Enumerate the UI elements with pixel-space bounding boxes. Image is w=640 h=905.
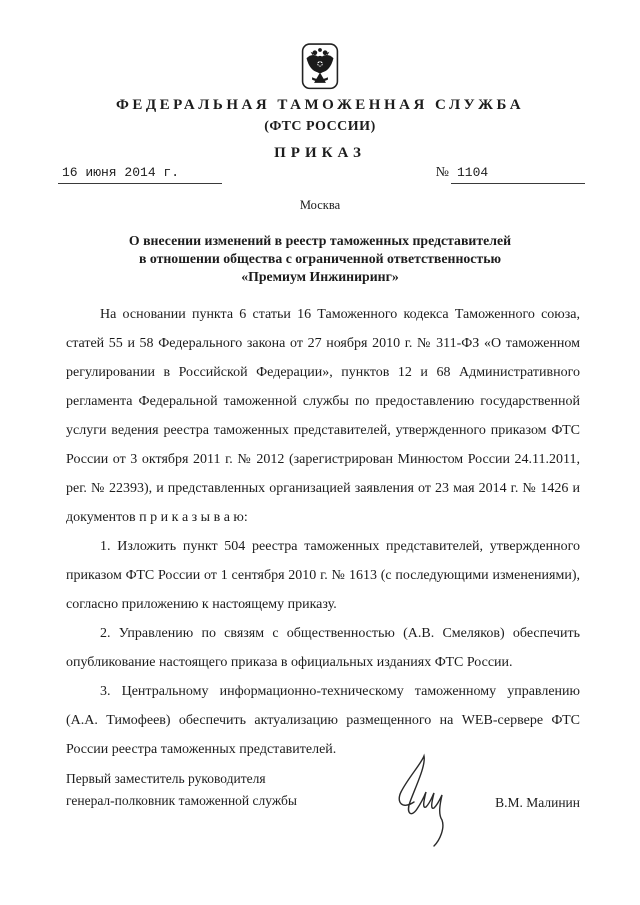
emblem-container <box>0 42 640 92</box>
order-item-2: 2. Управлению по связям с общественностью (А.В. Смеляков) обеспечить опубликование настоящего приказа в официальных изданиях ФТС России. <box>66 626 580 670</box>
document-title <box>60 232 580 286</box>
agency-name: ФЕДЕРАЛЬНАЯ ТАМОЖЕННАЯ СЛУЖБА <box>115 97 525 113</box>
title-line-2: в отношении общества с ограниченной ответственностью <box>138 251 502 266</box>
russia-coat-of-arms-icon <box>301 42 339 92</box>
number-sign: № <box>435 165 449 180</box>
signer-name: В.М. Малинин <box>495 795 580 810</box>
document-date: 16 июня 2014 г. <box>58 165 222 184</box>
title-line-1: О внесении изменений в реестр таможенных представителей <box>128 233 512 248</box>
document-number: 1104 <box>451 165 585 184</box>
date-number-row <box>58 165 585 187</box>
signer-position-line-2: генерал-полковник таможенной службы <box>66 793 297 808</box>
document-type-heading: ПРИКАЗ <box>274 145 366 161</box>
document-number-field <box>436 165 585 184</box>
agency-abbreviation: (ФТС РОССИИ) <box>264 119 376 134</box>
preamble-paragraph: На основании пункта 6 статьи 16 Таможенного кодекса Таможенного союза, статей 55 и 58 Федерального закона от 27 ноября 2010 г. № 311-ФЗ «О таможенном регулировании в Российской Федерации», пунктов 12 и 68 Административного регламента Федеральной таможенной службы по предоставлению государственной услуги ведения реестра таможенных представителей, утвержденного приказом ФТС России от 3 октября 2011 г. № 2012 (зарегистрирован Минюстом России 24.11.2011, рег. № 22393), и представленных организацией заявления от 23 мая 2014 г. № 1426 и документов п р и к а з ы в а ю: <box>66 307 580 525</box>
handwritten-signature-icon <box>388 752 460 859</box>
document-body <box>66 300 580 764</box>
order-item-3: 3. Центральному информационно-техническому таможенному управлению (А.А. Тимофеев) обеспечить актуализацию размещенного на WEB-сервере ФТС России реестра таможенных представителей. <box>66 684 580 757</box>
order-item-1: 1. Изложить пункт 504 реестра таможенных представителей, утвержденного приказом ФТС России от 1 сентября 2010 г. № 1613 (с последующими изменениями), согласно приложению к настоящему приказу. <box>66 539 580 612</box>
signer-position <box>66 768 297 812</box>
signer-position-line-1: Первый заместитель руководителя <box>66 771 266 786</box>
city-label: Москва <box>299 198 341 212</box>
title-line-3: «Премиум Инжиниринг» <box>241 269 399 284</box>
